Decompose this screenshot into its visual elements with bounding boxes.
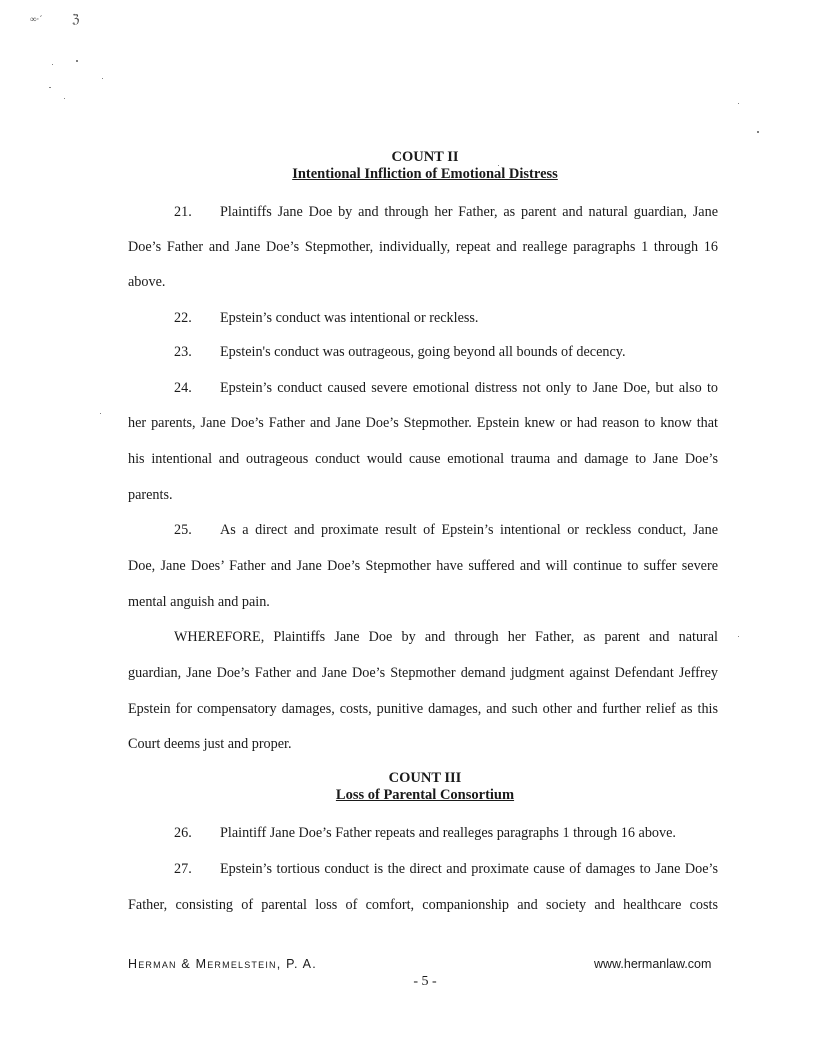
paragraph-text: Epstein’s tortious conduct is the direct and proximate cause of damages to Jane Doe’s <box>220 861 718 877</box>
paragraph-24-line-1 <box>174 379 718 397</box>
paragraph-text: Plaintiff Jane Doe’s Father repeats and realleges paragraphs 1 through 16 above. <box>220 825 676 841</box>
paragraph-25-line-3: mental anguish and pain. <box>128 594 270 610</box>
scan-speck <box>757 131 759 133</box>
page-number: - 5 - <box>413 974 437 989</box>
paragraph-text: Epstein's conduct was outrageous, going beyond all bounds of decency. <box>220 344 626 360</box>
scan-speck <box>76 60 78 62</box>
paragraph-text: Plaintiffs Jane Doe by and through her Father, as parent and natural guardian, Jane <box>220 204 718 220</box>
paragraph-27-line-2: Father, consisting of parental loss of comfort, companionship and society and healthcare costs <box>128 897 718 913</box>
paragraph-number: 25. <box>174 522 192 538</box>
count-iii-title: COUNT III <box>388 770 462 786</box>
paragraph-text: As a direct and proximate result of Epstein’s intentional or reckless conduct, Jane <box>220 522 718 538</box>
paragraph-21-line-1 <box>174 203 718 221</box>
count-iii-heading <box>0 770 815 804</box>
paragraph-27-line-1 <box>174 860 718 878</box>
scan-speck <box>100 413 101 414</box>
wherefore-line-1: WHEREFORE, Plaintiffs Jane Doe by and through her Father, as parent and natural <box>174 629 718 645</box>
paragraph-number: 24. <box>174 380 192 396</box>
scan-speck <box>738 636 739 637</box>
scan-speck <box>738 103 739 104</box>
paragraph-number: 26. <box>174 825 192 841</box>
paragraph-number: 21. <box>174 204 192 220</box>
paragraph-text: Epstein’s conduct was intentional or reckless. <box>220 310 479 326</box>
paragraph-22 <box>174 309 718 327</box>
paragraph-24-line-4: parents. <box>128 487 173 503</box>
count-ii-heading <box>0 149 815 183</box>
paragraph-21-line-2: Doe’s Father and Jane Doe’s Stepmother, individually, repeat and reallege paragraphs 1 through 16 <box>128 239 718 255</box>
footer-website: www.hermanlaw.com <box>594 957 712 971</box>
scan-speck <box>49 87 51 88</box>
paragraph-25-line-1 <box>174 521 718 539</box>
footer-firm-name: Herman & Mermelstein, P. A. <box>128 957 317 971</box>
margin-mark: ℨ <box>72 12 80 26</box>
margin-scribble: ∞·ˊ <box>30 14 43 24</box>
count-ii-subtitle: Intentional Infliction of Emotional Distress <box>292 166 558 182</box>
paragraph-24-line-3: his intentional and outrageous conduct would cause emotional trauma and damage to Jane Doe’s <box>128 451 718 467</box>
scan-speck <box>52 64 53 65</box>
paragraph-23 <box>174 343 718 361</box>
paragraph-number: 27. <box>174 861 192 877</box>
paragraph-number: 23. <box>174 344 192 360</box>
paragraph-25-line-2: Doe, Jane Does’ Father and Jane Doe’s Stepmother have suffered and will continue to suffer severe <box>128 558 718 574</box>
scan-speck <box>102 78 103 79</box>
wherefore-line-4: Court deems just and proper. <box>128 736 292 752</box>
wherefore-line-3: Epstein for compensatory damages, costs, punitive damages, and such other and further relief as this <box>128 701 718 717</box>
paragraph-number: 22. <box>174 310 192 326</box>
paragraph-24-line-2: her parents, Jane Doe’s Father and Jane Doe’s Stepmother. Epstein knew or had reason to know that <box>128 415 718 431</box>
paragraph-21-line-3: above. <box>128 274 166 290</box>
count-iii-subtitle: Loss of Parental Consortium <box>335 787 515 803</box>
paragraph-26 <box>174 824 718 842</box>
count-ii-title: COUNT II <box>391 149 459 165</box>
wherefore-line-2: guardian, Jane Doe’s Father and Jane Doe’s Stepmother demand judgment against Defendant Jeffrey <box>128 665 718 681</box>
scan-speck <box>64 98 65 99</box>
paragraph-text: Epstein’s conduct caused severe emotional distress not only to Jane Doe, but also to <box>220 380 718 396</box>
